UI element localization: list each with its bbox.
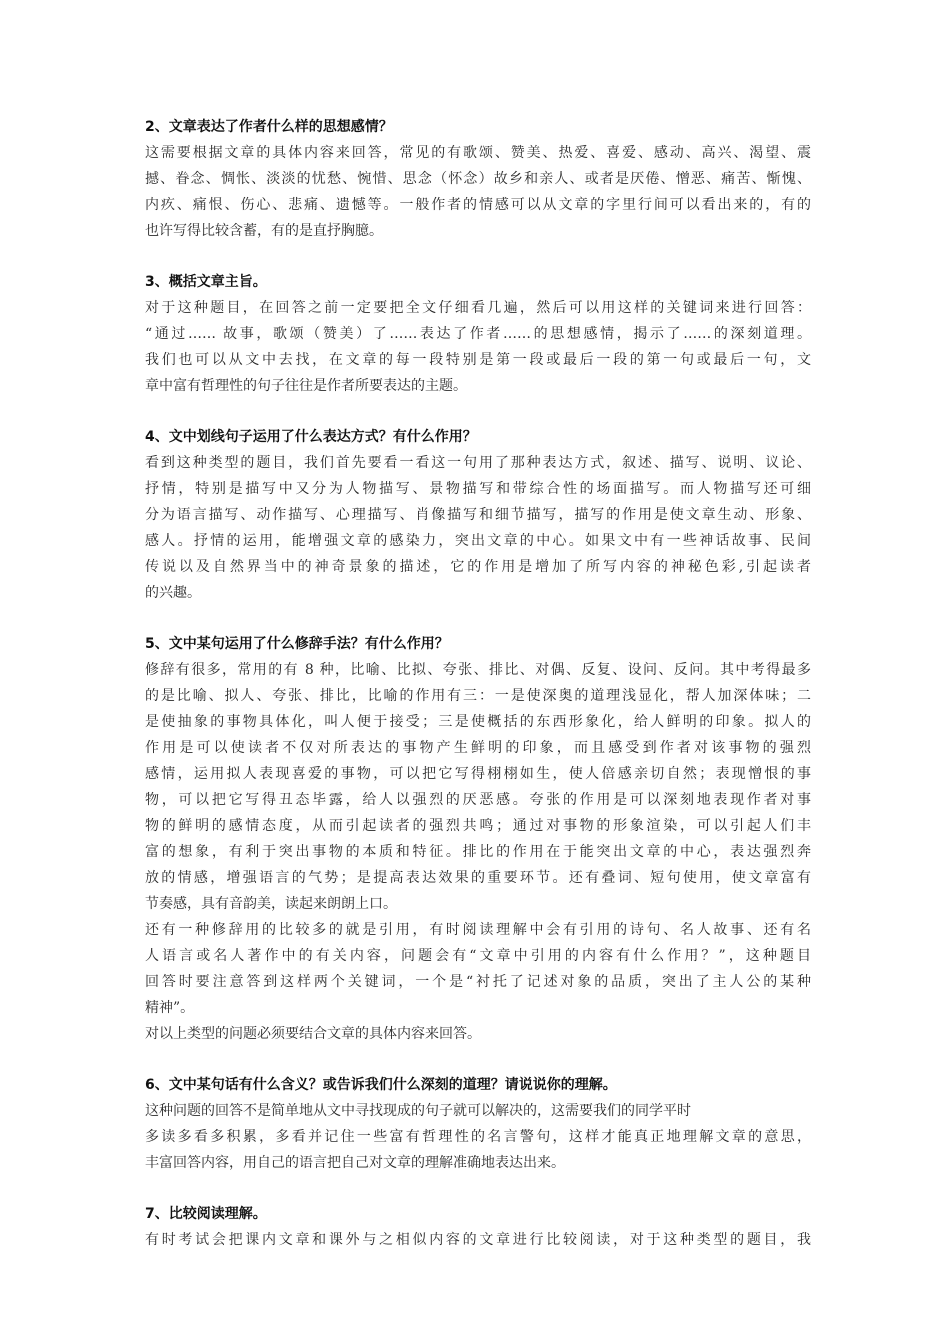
paragraph-line: 这需要根据文章的具体内容来回答，常见的有歌颂、赞美、热爱、喜爱、感动、高兴、渴望、震 [145, 145, 811, 161]
paragraph-line: 撼、眷念、惆怅、淡淡的忧愁、惋惜、思念（怀念）故乡和亲人、或者是厌倦、憎恶、痛苦、惭愧、 [145, 171, 811, 187]
paragraph-line: 是使抽象的事物具体化，叫人便于接受；三是使概括的东西形象化，给人鲜明的印象。拟人的 [145, 714, 811, 730]
paragraph-line: 修辞有很多，常用的有 8 种，比喻、比拟、夸张、排比、对偶、反复、设问、反问。其中考得最多 [145, 662, 811, 678]
paragraph-line: 章中富有哲理性的句子往往是作者所要表达的主题。 [145, 378, 467, 394]
paragraph-line: 的兴趣。 [145, 585, 201, 601]
section-2 [145, 114, 811, 244]
paragraph-line: 分为语言描写、动作描写、心理描写、肖像描写和细节描写，描写的作用是使文章生动、形象、 [145, 507, 811, 523]
paragraph-line: 内疚、痛恨、伤心、悲痛、遗憾等。一般作者的情感可以从文章的字里行间可以看出来的，有的 [145, 197, 811, 213]
paragraph-line: 感人。抒情的运用，能增强文章的感染力，突出文章的中心。如果文中有一些神话故事、民间 [145, 533, 811, 549]
paragraph-line: 对于这种题目，在回答之前一定要把全文仔细看几遍，然后可以用这样的关键词来进行回答： [145, 300, 811, 316]
section-heading: 2、文章表达了作者什么样的思想感情？ [145, 119, 393, 135]
paragraph-line: 精神”。 [145, 1000, 195, 1016]
document-page [145, 114, 811, 1278]
paragraph-line: 还有一种修辞用的比较多的就是引用，有时阅读理解中会有引用的诗句、名人故事、还有名 [145, 922, 811, 938]
paragraph-line: 对以上类型的问题必须要结合文章的具体内容来回答。 [145, 1026, 481, 1042]
paragraph-line: 节奏感，具有音韵美，读起来朗朗上口。 [145, 896, 397, 912]
paragraph-line: 物，可以把它写得丑态毕露，给人以强烈的厌恶感。夸张的作用是可以深刻地表现作者对事 [145, 792, 811, 808]
paragraph-line: 我们也可以从文中去找，在文章的每一段特别是第一段或最后一段的第一句或最后一句，文 [145, 352, 811, 368]
paragraph-line: 的是比喻、拟人、夸张、排比，比喻的作用有三：一是使深奥的道理浅显化，帮人加深体味；二 [145, 688, 811, 704]
paragraph-line: 这种问题的回答不是简单地从文中寻找现成的句子就可以解决的，这需要我们的同学平时 [145, 1103, 691, 1119]
section-heading: 4、文中划线句子运用了什么表达方式？有什么作用？ [145, 429, 477, 445]
section-6 [145, 1072, 811, 1176]
paragraph-line: 放的情感，增强语言的气势；是提高表达效果的重要环节。还有叠词、短句使用，使文章富有 [145, 870, 811, 886]
paragraph-line: 作用是可以使读者不仅对所表达的事物产生鲜明的印象，而且感受到作者对该事物的强烈 [145, 740, 811, 756]
section-heading: 6、文中某句话有什么含义？或告诉我们什么深刻的道理？请说说你的理解。 [145, 1077, 617, 1093]
paragraph-line: “通过…… 故事，歌颂（赞美）了……表达了作者……的思想感情，揭示了……的深刻道理。 [145, 326, 811, 342]
paragraph-line: 富的想象，有利于突出事物的本质和特征。排比的作用在于能突出文章的中心，表达强烈奔 [145, 844, 811, 860]
paragraph-line: 多读多看多积累，多看并记住一些富有哲理性的名言警句，这样才能真正地理解文章的意思， [145, 1129, 811, 1145]
section-4 [145, 424, 811, 606]
section-7 [145, 1201, 811, 1253]
paragraph-line: 传说以及自然界当中的神奇景象的描述，它的作用是增加了所写内容的神秘色彩,引起读者 [145, 559, 811, 575]
paragraph-line: 也许写得比较含蓄，有的是直抒胸臆。 [145, 223, 383, 239]
paragraph-line: 丰富回答内容，用自己的语言把自己对文章的理解准确地表达出来。 [145, 1155, 565, 1171]
paragraph-line: 有时考试会把课内文章和课外与之相似内容的文章进行比较阅读，对于这种类型的题目，我 [145, 1232, 811, 1248]
paragraph-line: 物的鲜明的感情态度，从而引起读者的强烈共鸣；通过对事物的形象渲染，可以引起人们丰 [145, 818, 811, 834]
paragraph-line: 抒情，特别是描写中又分为人物描写、景物描写和带综合性的场面描写。而人物描写还可细 [145, 481, 811, 497]
section-heading: 7、比较阅读理解。 [145, 1206, 267, 1222]
section-heading: 5、文中某句运用了什么修辞手法？有什么作用？ [145, 636, 449, 652]
paragraph-line: 人语言或名人著作中的有关内容，问题会有“文章中引用的内容有什么作用？”，这种题目 [145, 948, 811, 964]
section-5 [145, 631, 811, 1047]
section-3 [145, 269, 811, 399]
paragraph-line: 看到这种类型的题目，我们首先要看一看这一句用了那种表达方式，叙述、描写、说明、议论、 [145, 455, 811, 471]
paragraph-line: 回答时要注意答到这样两个关键词，一个是“衬托了记述对象的品质，突出了主人公的某种 [145, 974, 811, 990]
section-heading: 3、概括文章主旨。 [145, 274, 267, 290]
paragraph-line: 感情，运用拟人表现喜爱的事物，可以把它写得栩栩如生，使人倍感亲切自然；表现憎恨的事 [145, 766, 811, 782]
